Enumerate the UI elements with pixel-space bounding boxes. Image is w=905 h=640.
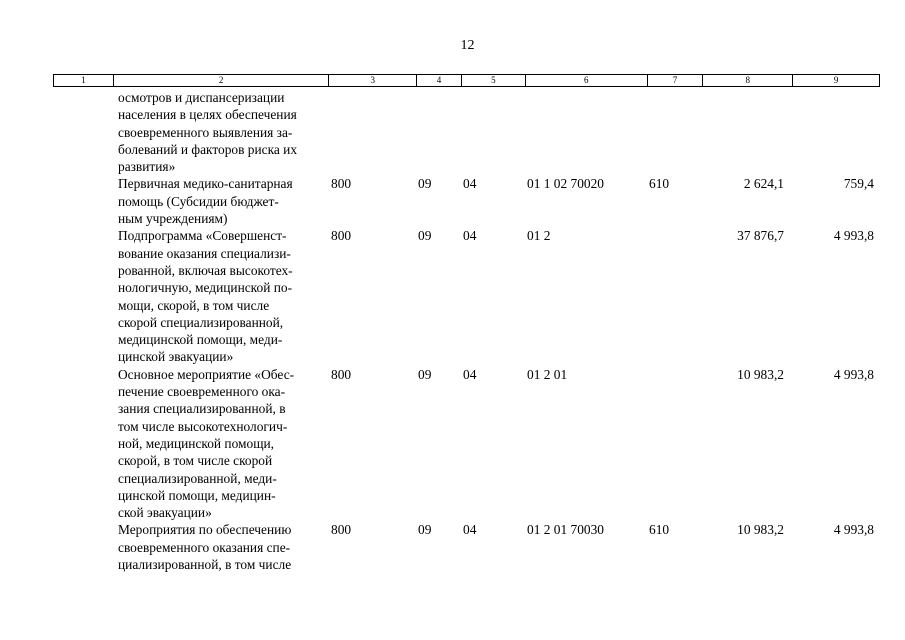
cell-amount-secondary: 4 993,8 (833, 228, 874, 244)
table-row (0, 89, 905, 175)
cell-expense-type: 610 (649, 522, 670, 538)
cell-expense-type: 610 (649, 176, 670, 192)
row-description: Подпрограмма «Совершенст- вование оказания специализи- рованной, включая высокотех- нологичную, медицинской по- мощи, скорой, в том числе скорой специализированной, медицинской помощи, меди- цинской эвакуации» (118, 228, 293, 365)
cell-amount-secondary: 759,4 (843, 176, 874, 192)
cell-target-article: 01 2 (527, 228, 551, 244)
header-col-6: 6 (525, 75, 647, 86)
row-description: Основное мероприятие «Обес- печение своевременного ока- зания специализированной, в том числе высокотехнологич- ной, медицинской помощи, скорой, в том числе скорой специализированной, меди- цинской помощи, медицин- ской эвакуации» (118, 366, 295, 521)
header-col-5: 5 (461, 75, 525, 86)
table-row (0, 521, 905, 573)
cell-amount: 37 876,7 (737, 228, 784, 244)
row-description: Мероприятия по обеспечению своевременного оказания спе- циализированной, в том числе (118, 522, 292, 573)
header-col-4: 4 (416, 75, 461, 86)
header-col-1: 1 (81, 75, 86, 85)
cell-subsection: 04 (463, 366, 477, 382)
cell-ministry-code: 800 (331, 522, 352, 538)
row-description: Первичная медико-санитарная помощь (Субсидии бюджет- ным учреждениям) (118, 176, 293, 227)
cell-ministry-code: 800 (331, 176, 352, 192)
header-col-9: 9 (792, 75, 879, 86)
cell-amount-secondary: 4 993,8 (833, 366, 874, 382)
cell-section: 09 (418, 228, 432, 244)
row-description: осмотров и диспансеризации населения в целях обеспечения своевременного выявления за- болеваний и факторов риска их развития» (118, 90, 298, 175)
cell-amount-secondary: 4 993,8 (833, 522, 874, 538)
cell-target-article: 01 1 02 70020 (527, 176, 604, 192)
table-row (0, 175, 905, 227)
cell-target-article: 01 2 01 70030 (527, 522, 604, 538)
cell-section: 09 (418, 176, 432, 192)
table-row (0, 366, 905, 522)
cell-section: 09 (418, 522, 432, 538)
table-body (0, 89, 905, 573)
table-row (0, 227, 905, 365)
cell-subsection: 04 (463, 522, 477, 538)
header-col-3: 3 (328, 75, 416, 86)
table-header (53, 74, 880, 87)
cell-target-article: 01 2 01 (527, 366, 568, 382)
cell-amount: 10 983,2 (737, 366, 784, 382)
cell-ministry-code: 800 (331, 366, 352, 382)
header-col-7: 7 (647, 75, 703, 86)
header-col-2: 2 (113, 75, 328, 86)
cell-amount: 2 624,1 (743, 176, 784, 192)
cell-subsection: 04 (463, 228, 477, 244)
cell-amount: 10 983,2 (737, 522, 784, 538)
header-col-8: 8 (702, 75, 792, 86)
cell-ministry-code: 800 (331, 228, 352, 244)
page-number: 12 (460, 38, 475, 53)
cell-subsection: 04 (463, 176, 477, 192)
cell-section: 09 (418, 366, 432, 382)
